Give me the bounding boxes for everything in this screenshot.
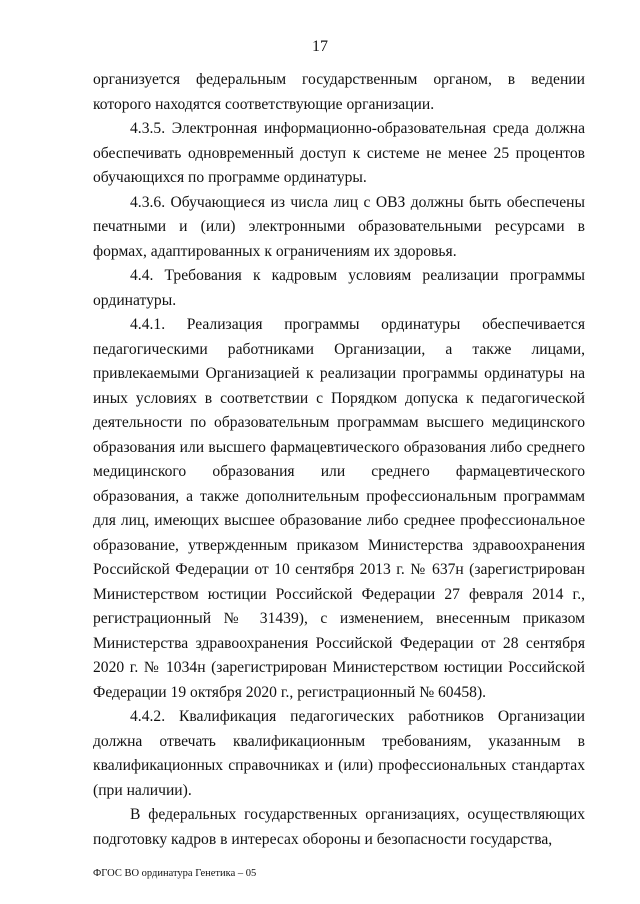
page-number: 17 bbox=[312, 38, 328, 55]
paragraph-4-4: 4.4. Требования к кадровым условиям реализации программы ординатуры. bbox=[93, 267, 585, 309]
paragraph-continuation: организуется федеральным государственным органом, в ведении которого находятся соответствующие организации. bbox=[93, 71, 585, 113]
document-body bbox=[93, 68, 585, 852]
paragraph-4-3-6: 4.3.6. Обучающиеся из числа лиц с ОВЗ должны быть обеспечены печатными и (или) электронными образовательными ресурсами в формах, адаптированных к ограничениям их здоровья. bbox=[93, 193, 585, 260]
paragraph-4-4-1: 4.4.1. Реализация программы ординатуры обеспечивается педагогическими работниками Организации, а также лицами, привлекаемыми Организацией к реализации программы ординатуры на иных условиях в соответствии с Порядком допуска к педагогической деятельности по образовательным программам высшего медицинского образования или высшего фармацевтического образования либо среднего медицинского образования или среднего фармацевтического образования, а также дополнительным профессиональным программам для лиц, имеющих высшее образование либо среднее профессиональное образование, утвержденным приказом Министерства здравоохранения Российской Федерации от 10 сентября 2013 г. № 637н (зарегистрирован Министерством юстиции Российской Федерации 27 февраля 2014 г., регистрационный № 31439), с изменением, внесенным приказом Министерства здравоохранения Российской Федерации от 28 сентября 2020 г. № 1034н (зарегистрирован Министерством юстиции Российской Федерации 19 октября 2020 г., регистрационный № 60458). bbox=[93, 316, 585, 701]
paragraph-federal-organizations: В федеральных государственных организациях, осуществляющих подготовку кадров в интересах обороны и безопасности государства, bbox=[93, 806, 585, 848]
paragraph-4-4-2: 4.4.2. Квалификация педагогических работников Организации должна отвечать квалификационным требованиям, указанным в квалификационных справочниках и (или) профессиональных стандартах (при наличии). bbox=[93, 708, 585, 799]
page-footer: ФГОС ВО ординатура Генетика – 05 bbox=[93, 868, 257, 879]
paragraph-4-3-5: 4.3.5. Электронная информационно-образовательная среда должна обеспечивать одновременный доступ к системе не менее 25 процентов обучающихся по программе ординатуры. bbox=[93, 120, 585, 186]
